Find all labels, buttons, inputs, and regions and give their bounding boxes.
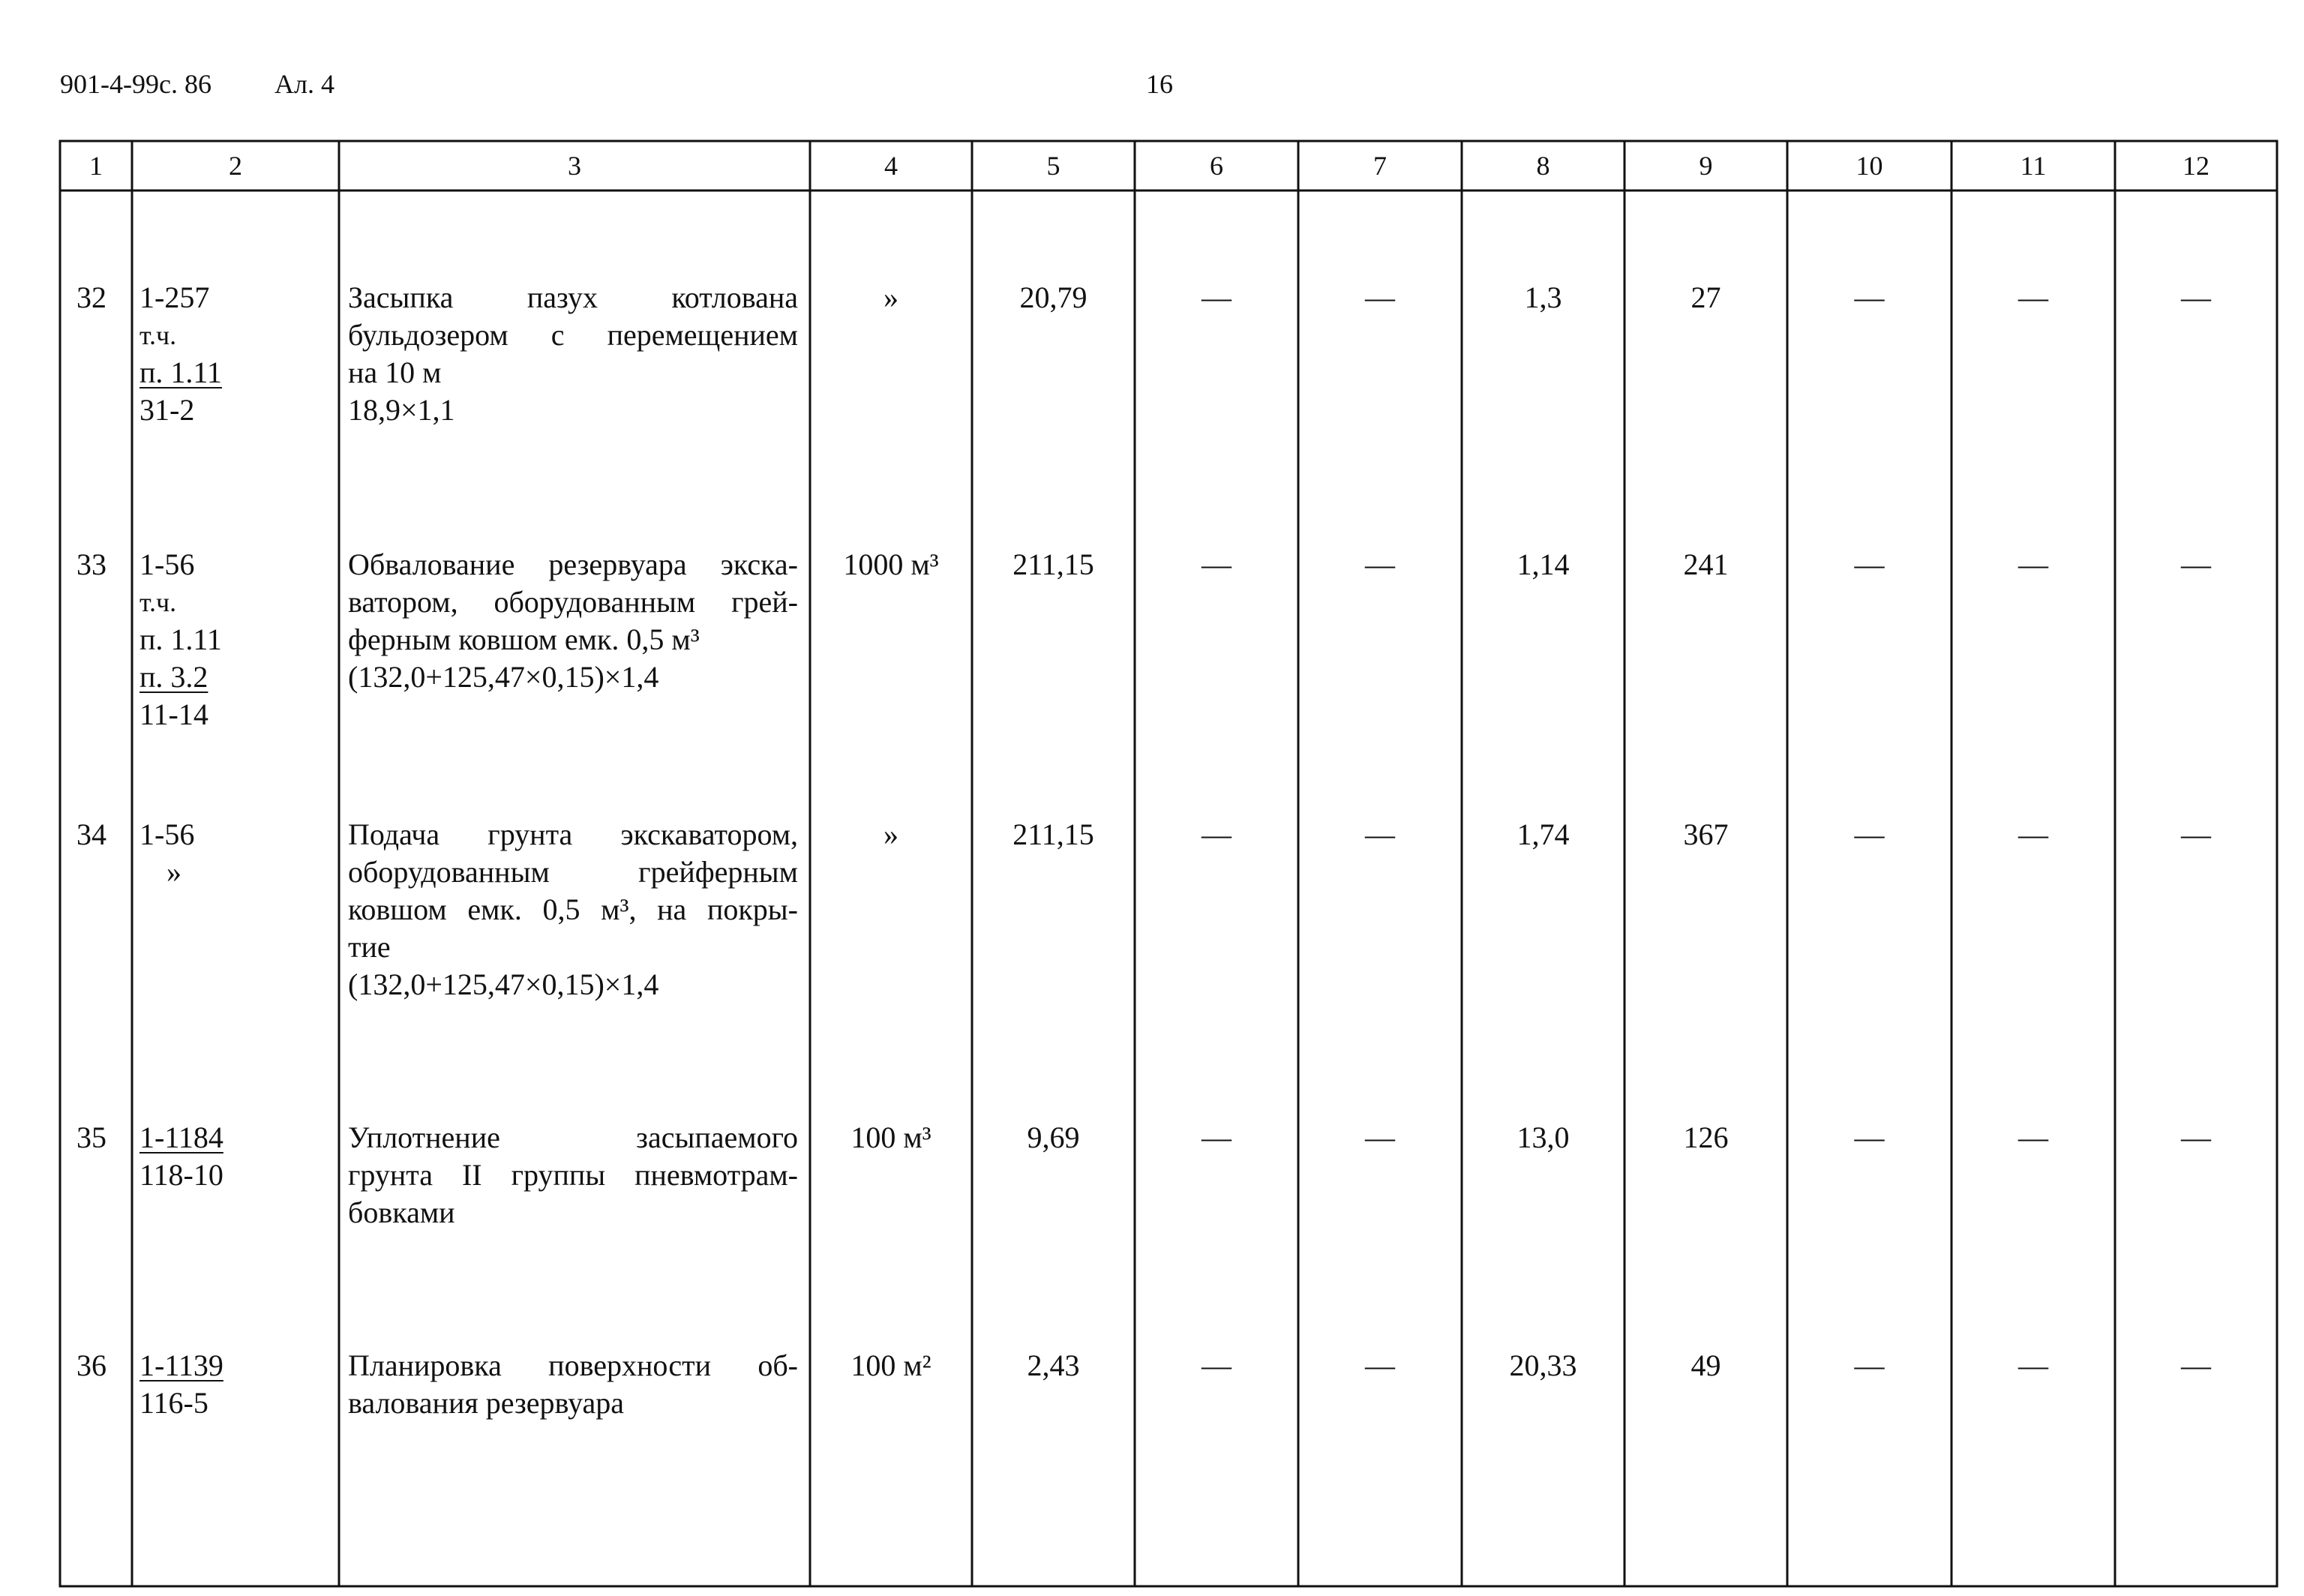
col-9-value: 27 (1690, 280, 1721, 314)
col-11-value: — (2018, 1120, 2048, 1154)
col-11-value: — (2018, 818, 2048, 851)
col-10-value: — (1854, 280, 1885, 314)
col-12-value: — (2181, 818, 2211, 851)
quantity: 20,79 (1019, 280, 1088, 314)
col-6-value: — (1202, 280, 1232, 314)
quantity: 211,15 (1012, 818, 1094, 851)
col-8-value: 1,14 (1516, 548, 1570, 581)
column-number: 10 (1856, 151, 1883, 181)
row-number: 36 (76, 1348, 106, 1382)
desc-line: ковшом емк. 0,5 м³, на покры- (348, 892, 798, 926)
col-6-value: — (1202, 1348, 1232, 1382)
row-number: 32 (76, 280, 106, 314)
column-number: 4 (884, 151, 898, 181)
work-description (348, 816, 798, 1004)
ref-line: 1-1139 (140, 1348, 224, 1382)
col-8-value: 1,74 (1516, 818, 1570, 851)
column-number: 11 (2020, 151, 2047, 181)
col-8-value: 1,3 (1524, 280, 1562, 314)
column-number: 7 (1373, 151, 1387, 181)
norm-reference (140, 546, 222, 734)
desc-line: Подача грунта экскаватором, (348, 818, 798, 851)
col-9-value: 367 (1683, 818, 1729, 851)
ref-line: 1-1184 (140, 1120, 224, 1154)
work-description (348, 1347, 798, 1422)
ref-line: 1-257 (140, 280, 210, 314)
col-7-value: — (1365, 818, 1395, 851)
col-10-value: — (1854, 1120, 1885, 1154)
col-12-value: — (2181, 1120, 2211, 1154)
desc-line: Засыпка пазух котлована (348, 280, 798, 314)
col-11-value: — (2018, 280, 2048, 314)
ref-line: 1-56 (140, 818, 195, 851)
col-9-value: 241 (1683, 548, 1729, 581)
quantity: 9,69 (1027, 1120, 1080, 1154)
work-description (348, 279, 798, 429)
col-9-value: 49 (1690, 1348, 1721, 1382)
quantity: 2,43 (1027, 1348, 1080, 1382)
unit: 100 м³ (850, 1120, 932, 1154)
ref-line: т.ч. (140, 587, 177, 617)
col-7-value: — (1365, 1348, 1395, 1382)
unit: 100 м² (850, 1348, 932, 1382)
col-7-value: — (1365, 280, 1395, 314)
col-8-value: 13,0 (1516, 1120, 1570, 1154)
work-description (348, 546, 798, 696)
unit: 1000 м³ (843, 548, 939, 581)
row-number: 33 (76, 548, 106, 581)
ref-line: п. 3.2 (140, 660, 208, 694)
col-8-value: 20,33 (1509, 1348, 1577, 1382)
desc-line: (132,0+125,47×0,15)×1,4 (348, 660, 659, 694)
unit: » (884, 818, 898, 851)
ref-line: 1-56 (140, 548, 195, 581)
col-12-value: — (2181, 1348, 2211, 1382)
column-number: 3 (568, 151, 581, 181)
desc-line: Обвалование резервуара экска- (348, 548, 798, 581)
col-7-value: — (1365, 1120, 1395, 1154)
column-number: 1 (89, 151, 103, 181)
ref-line: 118-10 (140, 1158, 224, 1192)
col-6-value: — (1202, 818, 1232, 851)
ref-line: 11-14 (140, 698, 208, 731)
desc-line: Планировка поверхности об- (348, 1348, 798, 1382)
col-10-value: — (1854, 1348, 1885, 1382)
col-6-value: — (1202, 1120, 1232, 1154)
norm-reference (140, 1119, 224, 1194)
col-12-value: — (2181, 548, 2211, 581)
desc-line: на 10 м (348, 356, 442, 389)
desc-line: ферным ковшом емк. 0,5 м³ (348, 622, 700, 656)
column-number: 5 (1046, 151, 1060, 181)
unit: » (884, 280, 898, 314)
ref-line: » (166, 855, 182, 889)
desc-line: 18,9×1,1 (348, 393, 455, 427)
document-code: 901-4-99с. 86 (60, 69, 212, 99)
norm-reference (140, 816, 194, 891)
norm-reference (140, 1347, 224, 1422)
desc-line: Уплотнение засыпаемого (348, 1120, 798, 1154)
sheet-label: Ал. 4 (274, 69, 334, 99)
column-number: 9 (1699, 151, 1713, 181)
ref-line: п. 1.11 (140, 356, 222, 389)
desc-line: тие (348, 930, 391, 964)
col-11-value: — (2018, 548, 2048, 581)
col-7-value: — (1365, 548, 1395, 581)
column-number: 12 (2182, 151, 2210, 181)
ref-line: 31-2 (140, 393, 195, 427)
page-number: 16 (1146, 69, 1173, 99)
desc-line: бульдозером с перемещением (348, 318, 798, 352)
col-9-value: 126 (1683, 1120, 1729, 1154)
desc-line: грунта II группы пневмотрам- (348, 1158, 798, 1192)
desc-line: валования резервуара (348, 1386, 625, 1420)
col-10-value: — (1854, 548, 1885, 581)
work-description (348, 1119, 798, 1232)
quantity: 211,15 (1012, 548, 1094, 581)
column-number: 8 (1536, 151, 1550, 181)
column-number: 2 (229, 151, 242, 181)
column-number: 6 (1210, 151, 1223, 181)
ref-line: п. 1.11 (140, 622, 222, 656)
desc-line: бовками (348, 1196, 455, 1229)
col-6-value: — (1202, 548, 1232, 581)
desc-line: оборудованным грейферным (348, 855, 798, 889)
col-11-value: — (2018, 1348, 2048, 1382)
col-12-value: — (2181, 280, 2211, 314)
row-number: 34 (76, 818, 106, 851)
ref-line: т.ч. (140, 320, 177, 350)
desc-line: ватором, оборудованным грей- (348, 585, 798, 619)
norm-reference (140, 279, 222, 429)
ref-line: 116-5 (140, 1386, 208, 1420)
col-10-value: — (1854, 818, 1885, 851)
row-number: 35 (76, 1120, 106, 1154)
desc-line: (132,0+125,47×0,15)×1,4 (348, 968, 659, 1001)
